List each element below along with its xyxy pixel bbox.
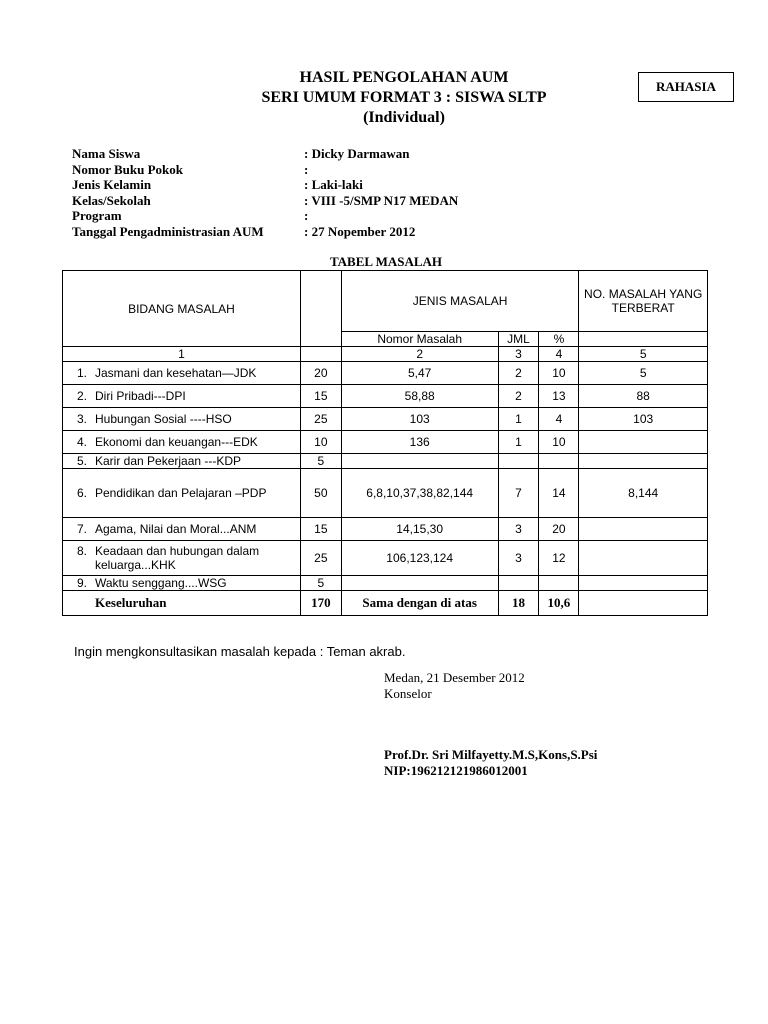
header-jml: JML <box>498 332 539 347</box>
terberat-cell: 8,144 <box>579 469 708 518</box>
title-line-2: SERI UMUM FORMAT 3 : SISWA SLTP <box>261 89 547 106</box>
total-terberat <box>579 591 708 616</box>
pct-cell: 13 <box>539 385 579 408</box>
table-row <box>63 408 708 431</box>
title-line-1: HASIL PENGOLAHAN AUM <box>299 69 509 86</box>
info-label: Kelas/Sekolah <box>72 192 151 208</box>
terberat-cell <box>579 518 708 541</box>
total-cell: 15 <box>300 385 341 408</box>
terberat-cell: 88 <box>579 385 708 408</box>
terberat-cell <box>579 541 708 576</box>
pct-cell: 4 <box>539 408 579 431</box>
total-cell: 20 <box>300 362 341 385</box>
table-row <box>63 518 708 541</box>
total-cell: 50 <box>300 469 341 518</box>
bidang-label: Hubungan Sosial ----HSO <box>95 412 232 426</box>
table-row <box>63 454 708 469</box>
col-number: 5 <box>579 347 708 362</box>
nomor-cell: 103 <box>341 408 498 431</box>
bidang-label: Agama, Nilai dan Moral...ANM <box>95 522 257 536</box>
jml-cell: 1 <box>498 408 539 431</box>
info-label: Tanggal Pengadministrasian AUM <box>72 223 264 239</box>
info-label: Nomor Buku Pokok <box>72 161 184 177</box>
total-cell: 25 <box>300 408 341 431</box>
info-value: : 27 Nopember 2012 <box>304 223 416 239</box>
table-row <box>63 385 708 408</box>
table-row <box>63 576 708 591</box>
total-cell: 25 <box>300 541 341 576</box>
info-label: Jenis Kelamin <box>72 177 152 192</box>
header-terberat: NO. MASALAH YANG TERBERAT <box>579 271 708 332</box>
bidang-label: Pendidikan dan Pelajaran –PDP <box>95 486 267 500</box>
total-jml: 18 <box>498 591 539 616</box>
bidang-cell <box>63 518 301 541</box>
info-value: : Laki-laki <box>304 177 363 192</box>
table-caption: TABEL MASALAH <box>329 254 443 269</box>
row-number: 5. <box>77 454 88 468</box>
jml-cell: 3 <box>498 518 539 541</box>
total-nomor: Sama dengan di atas <box>341 591 498 616</box>
info-row <box>72 146 458 162</box>
row-number: 9. <box>77 576 88 590</box>
signature-block <box>384 670 525 702</box>
total-pct: 10,6 <box>539 591 579 616</box>
total-cell: 15 <box>300 518 341 541</box>
bidang-cell <box>63 576 301 591</box>
pct-cell: 14 <box>539 469 579 518</box>
pct-cell: 10 <box>539 431 579 454</box>
header-pct: % <box>539 332 579 347</box>
bidang-label: Waktu senggang....WSG <box>95 576 227 590</box>
col-number-blank <box>300 347 341 362</box>
total-cell: 10 <box>300 431 341 454</box>
row-number: 3. <box>77 412 88 426</box>
col-number: 3 <box>498 347 539 362</box>
bidang-cell <box>63 541 301 576</box>
info-row <box>72 193 458 209</box>
info-value: : <box>304 208 309 223</box>
terberat-cell <box>579 431 708 454</box>
bidang-cell <box>63 408 301 431</box>
pct-cell: 12 <box>539 541 579 576</box>
nomor-cell: 5,47 <box>341 362 498 385</box>
terberat-cell <box>579 576 708 591</box>
col-number: 2 <box>341 347 498 362</box>
total-cell: 5 <box>300 454 341 469</box>
terberat-cell: 5 <box>579 362 708 385</box>
nomor-cell <box>341 576 498 591</box>
col-number: 4 <box>539 347 579 362</box>
confidential-badge: RAHASIA <box>638 72 734 102</box>
nomor-cell: 106,123,124 <box>341 541 498 576</box>
nomor-cell: 58,88 <box>341 385 498 408</box>
jml-cell <box>498 576 539 591</box>
pct-cell <box>539 454 579 469</box>
col-number: 1 <box>63 347 301 362</box>
row-number: 7. <box>77 522 88 536</box>
jml-cell <box>498 454 539 469</box>
bidang-label: Ekonomi dan keuangan---EDK <box>95 435 258 449</box>
info-row <box>72 224 458 240</box>
total-cell: 5 <box>300 576 341 591</box>
signer-name: Prof.Dr. Sri Milfayetty.M.S,Kons,S.Psi <box>384 747 598 762</box>
bidang-label: Keadaan dan hubungan dalam keluarga...KHK <box>95 544 260 572</box>
terberat-cell <box>579 454 708 469</box>
info-row <box>72 208 458 224</box>
jml-cell: 7 <box>498 469 539 518</box>
terberat-cell: 103 <box>579 408 708 431</box>
bidang-cell <box>63 469 301 518</box>
bidang-cell <box>63 431 301 454</box>
bidang-cell <box>63 454 301 469</box>
row-number: 2. <box>77 389 88 403</box>
student-info <box>72 146 458 239</box>
nomor-cell: 6,8,10,37,38,82,144 <box>341 469 498 518</box>
table-row <box>63 362 708 385</box>
total-row <box>63 591 708 616</box>
table-row <box>63 431 708 454</box>
signer-role: Konselor <box>384 686 432 701</box>
header-jenis: JENIS MASALAH <box>341 271 579 332</box>
pct-cell: 20 <box>539 518 579 541</box>
bidang-label: Karir dan Pekerjaan ---KDP <box>95 454 242 468</box>
pct-cell: 10 <box>539 362 579 385</box>
header-nomor-masalah: Nomor Masalah <box>341 332 498 347</box>
pct-cell <box>539 576 579 591</box>
bidang-cell <box>63 385 301 408</box>
nomor-cell <box>341 454 498 469</box>
table-row <box>63 469 708 518</box>
info-value: : <box>304 161 309 177</box>
header-bidang: BIDANG MASALAH <box>63 271 301 347</box>
bidang-label: Jasmani dan kesehatan—JDK <box>95 366 257 380</box>
consult-note: Ingin mengkonsultasikan masalah kepada : Teman akrab. <box>74 644 406 659</box>
header-total-blank <box>300 271 341 347</box>
row-number: 8. <box>77 544 88 558</box>
header-terberat-blank <box>579 332 708 347</box>
jml-cell: 1 <box>498 431 539 454</box>
bidang-label: Diri Pribadi---DPI <box>95 389 186 403</box>
info-label: Program <box>72 208 122 223</box>
info-row <box>72 162 458 178</box>
table-row <box>63 541 708 576</box>
info-value: : Dicky Darmawan <box>304 146 410 161</box>
signer-block <box>384 747 597 779</box>
jml-cell: 2 <box>498 362 539 385</box>
info-row <box>72 177 458 193</box>
jml-cell: 3 <box>498 541 539 576</box>
info-value: : VIII -5/SMP N17 MEDAN <box>304 192 459 208</box>
nomor-cell: 136 <box>341 431 498 454</box>
info-label: Nama Siswa <box>72 146 141 161</box>
total-label: Keseluruhan <box>63 591 301 616</box>
total-total: 170 <box>300 591 341 616</box>
signer-nip: NIP:196212121986012001 <box>384 763 528 778</box>
row-number: 4. <box>77 435 88 449</box>
row-number: 6. <box>77 486 88 500</box>
place-date: Medan, 21 Desember 2012 <box>384 670 525 685</box>
problem-table <box>62 270 708 616</box>
jml-cell: 2 <box>498 385 539 408</box>
title-line-3: (Individual) <box>363 109 445 126</box>
nomor-cell: 14,15,30 <box>341 518 498 541</box>
bidang-cell <box>63 362 301 385</box>
row-number: 1. <box>77 366 88 380</box>
